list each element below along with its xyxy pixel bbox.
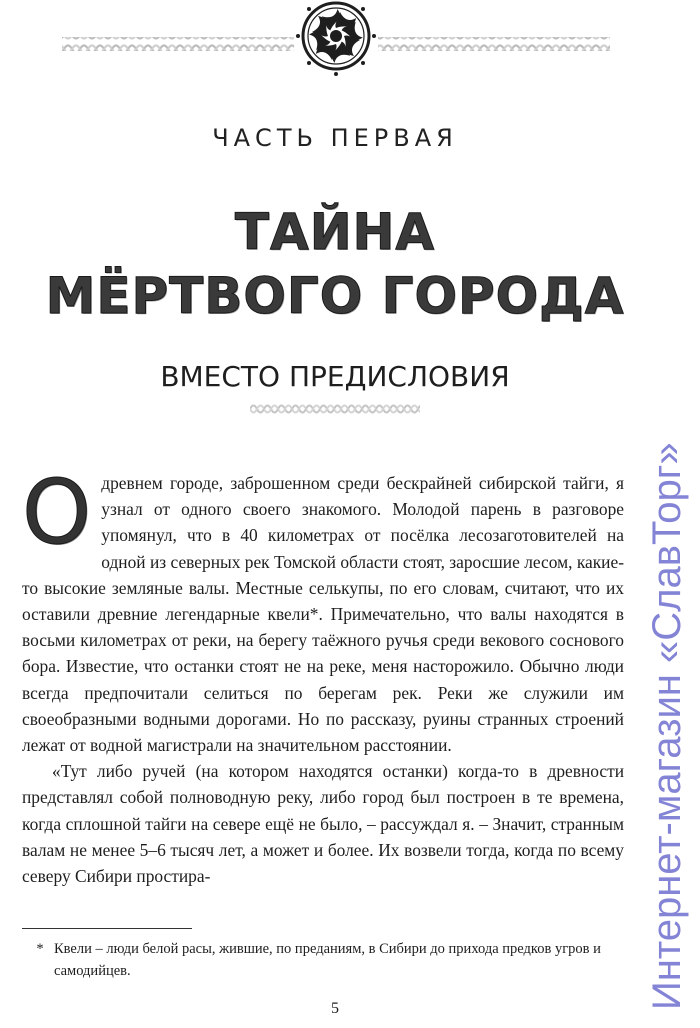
- paragraph: [22, 461, 624, 758]
- chapter-title-line2: МЁРТВОГО ГОРОДА: [45, 267, 625, 325]
- body-text: [22, 461, 624, 889]
- section-subtitle: ВМЕСТО ПРЕДИСЛОВИЯ: [160, 360, 510, 393]
- footnote-mark: *: [36, 941, 44, 957]
- part-label: ЧАСТЬ ПЕРВАЯ: [212, 124, 458, 152]
- drop-cap: О: [22, 461, 92, 564]
- knot-pattern-divider-icon: [250, 402, 420, 420]
- footnote-text: Квели – люди белой расы, жившие, по преданиям, в Сибири до прихода предков угров и самодийцев.: [54, 941, 601, 979]
- footnote: [36, 938, 624, 982]
- footnote-divider: [22, 928, 192, 929]
- paragraph-1-text: древнем городе, заброшенном среди бескрайней сибирской тайги, я узнал от одного своего знакомого. Молодой парень в разговоре упомянул, что в 40 километрах от посёлка лесозаготовителей на одной из северных рек Томской области стоят, заросшие лесом, какие-то высокие земляные валы. Местные селькупы, по его словам, считают, что их оставили древние легендарные квели*. Примечательно, что валы находятся в восьми километрах от реки, на берегу таёжного ручья среди векового соснового бора. Известие, что останки стоят не на реке, меня насторожило. Обычно люди всегда предпочитали селиться по берегам рек. Реки же служили им своеобразными водными дорогами. Но по рассказу, руины странных строений лежат от водной магистрали на значительном расстоянии.: [22, 473, 624, 756]
- chapter-title: [0, 200, 670, 328]
- chapter-title-line1: ТАЙНА: [234, 203, 436, 261]
- top-ornament: [0, 0, 700, 100]
- page-number: 5: [331, 1000, 339, 1017]
- paragraph: «Тут либо ручей (на котором находятся останки) когда-то в древности представлял собой полноводную реку, либо город был построен в те времена, когда сплошной тайги на севере ещё не было, – рассуждал я. – Значит, странным валам не менее 5–6 тысяч лет, а может и более. Их возвели тогда, когда по всему северу Сибири простира-: [22, 761, 624, 887]
- slavic-sun-emblem-icon: [296, 0, 376, 76]
- watermark: Интернет-магазин «СлавТорг»: [645, 442, 689, 1010]
